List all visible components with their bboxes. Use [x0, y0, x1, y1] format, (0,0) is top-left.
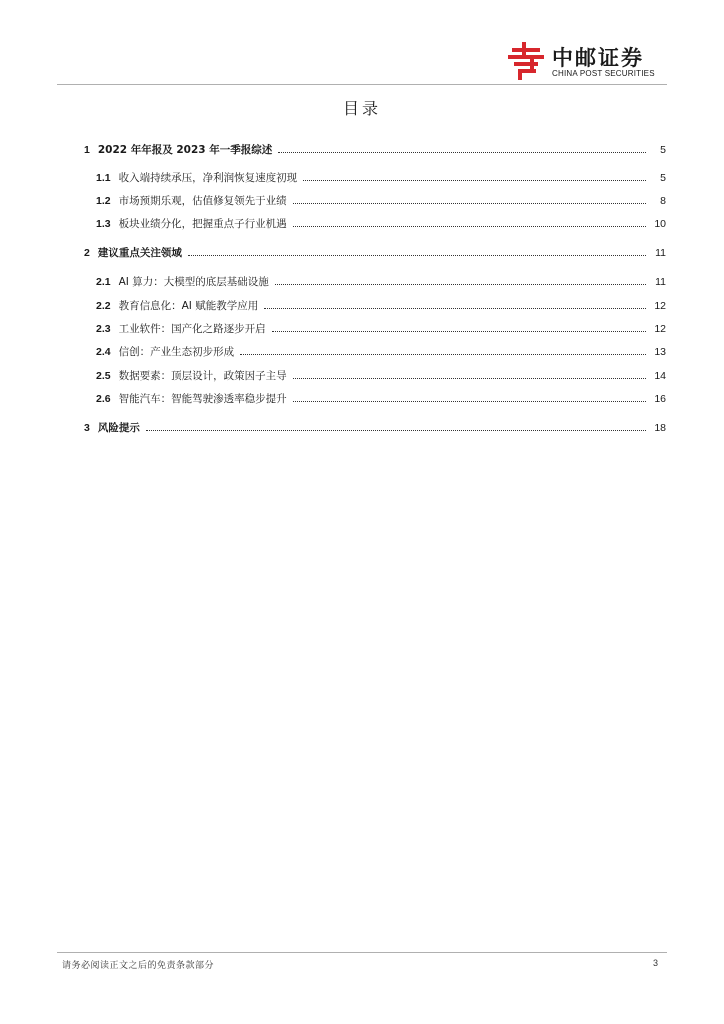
toc-entry-page: 12: [654, 300, 666, 312]
toc-title: 目录: [342, 99, 381, 118]
toc-entry[interactable]: [84, 142, 666, 156]
toc-entry-title: 教育信息化：AI 赋能教学应用: [118, 300, 259, 312]
toc-entry-number: 1.3: [96, 218, 111, 230]
toc-entry-number: 2.1: [96, 276, 111, 288]
header-divider: [57, 84, 667, 85]
toc-leader-dots: [146, 430, 646, 431]
toc-entry-page: 14: [654, 370, 666, 382]
toc-entry-number: 2.5: [96, 370, 111, 382]
toc-entry-number: 2: [84, 247, 90, 259]
toc-entry-page: 16: [654, 393, 666, 405]
toc-entry-number: 2.2: [96, 300, 111, 312]
toc-entry-page: 5: [660, 172, 666, 184]
brand-name-en: CHINA POST SECURITIES: [552, 69, 655, 78]
toc-entry[interactable]: [96, 216, 666, 230]
footer-divider: [57, 952, 667, 953]
toc-leader-dots: [293, 226, 646, 227]
toc-entry-page: 13: [654, 346, 666, 358]
toc-entry-title: 智能汽车：智能驾驶渗透率稳步提升: [118, 393, 287, 405]
toc-entry-page: 12: [654, 323, 666, 335]
toc-entry[interactable]: [84, 420, 666, 434]
toc-entry-title: 数据要素：顶层设计，政策因子主导: [118, 370, 287, 382]
toc-entry-number: 1.2: [96, 195, 111, 207]
toc-entry[interactable]: [96, 321, 666, 335]
toc-entry-page: 11: [655, 276, 666, 288]
toc-leader-dots: [188, 255, 646, 256]
toc-entry-page: 10: [654, 218, 666, 230]
toc-entry-title: 市场预期乐观，估值修复领先于业绩: [118, 195, 287, 207]
toc-entry-page: 11: [655, 247, 666, 259]
toc-leader-dots: [293, 401, 646, 402]
toc-entry[interactable]: [96, 368, 666, 382]
toc-leader-dots: [278, 152, 646, 153]
toc-leader-dots: [240, 354, 646, 355]
toc-entry[interactable]: [96, 344, 666, 358]
toc-entry-page: 18: [654, 422, 666, 434]
toc-entry-number: 3: [84, 422, 90, 434]
toc-entry-title: 收入端持续承压，净利润恢复速度初现: [118, 172, 298, 184]
page-number: 3: [652, 958, 658, 968]
toc-entry-title: 板块业绩分化，把握重点子行业机遇: [118, 218, 287, 230]
toc-entry-title: 信创：产业生态初步形成: [118, 346, 235, 358]
toc-leader-dots: [264, 308, 646, 309]
toc-entry[interactable]: [96, 298, 666, 312]
toc-entry-title: 建议重点关注领域: [97, 247, 182, 259]
toc-entry[interactable]: [96, 170, 666, 184]
toc-entry-title: 工业软件：国产化之路逐步开启: [118, 323, 266, 335]
toc-leader-dots: [293, 378, 646, 379]
toc-entry-page: 8: [660, 195, 666, 207]
toc-leader-dots: [272, 331, 646, 332]
toc-entry-number: 2.6: [96, 393, 111, 405]
toc-entry-number: 2.4: [96, 346, 111, 358]
toc-entry[interactable]: [96, 193, 666, 207]
toc-entry-number: 1.1: [96, 172, 111, 184]
toc-entry-page: 5: [660, 144, 666, 156]
china-post-logo-icon: [508, 42, 544, 80]
toc-entry-title: 2022 年年报及 2023 年一季报综述: [97, 144, 273, 156]
toc-entry-number: 2.3: [96, 323, 111, 335]
brand-logo: [508, 42, 668, 82]
toc-entry[interactable]: [96, 391, 666, 405]
toc-entry-title: AI 算力：大模型的底层基础设施: [118, 276, 269, 288]
toc-entry[interactable]: [96, 274, 666, 288]
toc-leader-dots: [275, 284, 646, 285]
brand-name-cn: 中邮证券: [552, 46, 644, 70]
toc-entry-number: 1: [84, 144, 90, 156]
toc-entry-title: 风险提示: [97, 422, 140, 434]
footer-disclaimer: 请务必阅读正文之后的免责条款部分: [62, 961, 215, 971]
toc-leader-dots: [303, 180, 646, 181]
toc-leader-dots: [293, 203, 646, 204]
toc-entry[interactable]: [84, 245, 666, 259]
